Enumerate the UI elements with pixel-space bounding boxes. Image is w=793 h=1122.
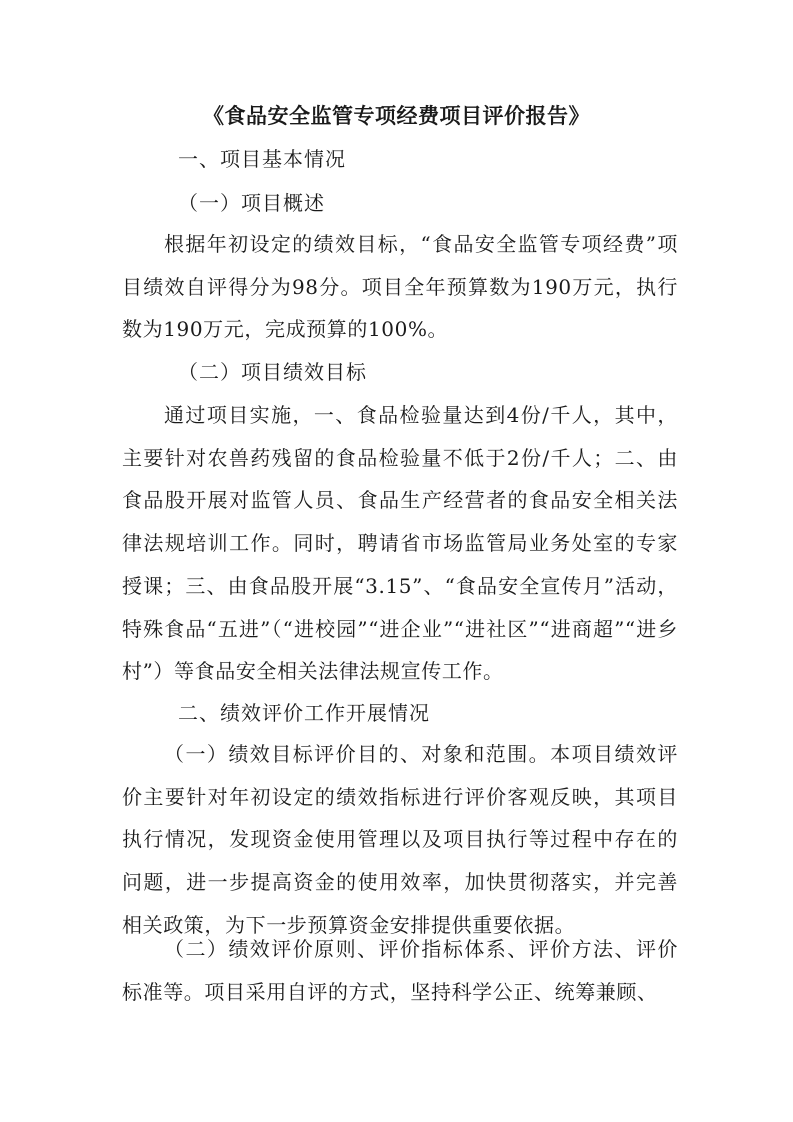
paragraph-evaluation-purpose: （一）绩效目标评价目的、对象和范围。本项目绩效评价主要针对年初设定的绩效指标进行评价客观反映，其项目执行情况，发现资金使用管理以及项目执行等过程中存在的问题，进一步提高资金的使用效率，加快贯彻落实，并完善相关政策，为下一步预算资金安排提供重要依据。 xyxy=(122,742,678,937)
paragraph-goals: 通过项目实施，一、食品检验量达到4份/千人，其中，主要针对农兽药残留的食品检验量不低于2份/千人；二、由食品股开展对监管人员、食品生产经营者的食品安全相关法律法规培训工作。同时，聘请省市场监管局业务处室的专家授课；三、由食品股开展“3.15”、“食品安全宣传月”活动，特殊食品“五进”（“进校园”“进企业”“进社区”“进商超”“进乡村”）等食品安全相关法律法规宣传工作。 xyxy=(122,403,678,684)
subsection-heading-overview: （一）项目概述 xyxy=(178,191,325,215)
document-title: 《食品安全监管专项经费项目评价报告》 xyxy=(203,104,590,128)
section-heading-evaluation: 二、绩效评价工作开展情况 xyxy=(178,701,430,725)
paragraph-overview: 根据年初设定的绩效目标，“食品安全监管专项经费”项目绩效自评得分为98分。项目全年预算数为190万元，执行数为190万元，完成预算的100%。 xyxy=(122,232,678,342)
section-heading-basic-info: 一、项目基本情况 xyxy=(178,147,346,171)
paragraph-evaluation-principles: （二）绩效评价原则、评价指标体系、评价方法、评价标准等。项目采用自评的方式，坚持科学公正、统筹兼顾、 xyxy=(122,937,678,1004)
subsection-heading-goals: （二）项目绩效目标 xyxy=(178,360,367,384)
